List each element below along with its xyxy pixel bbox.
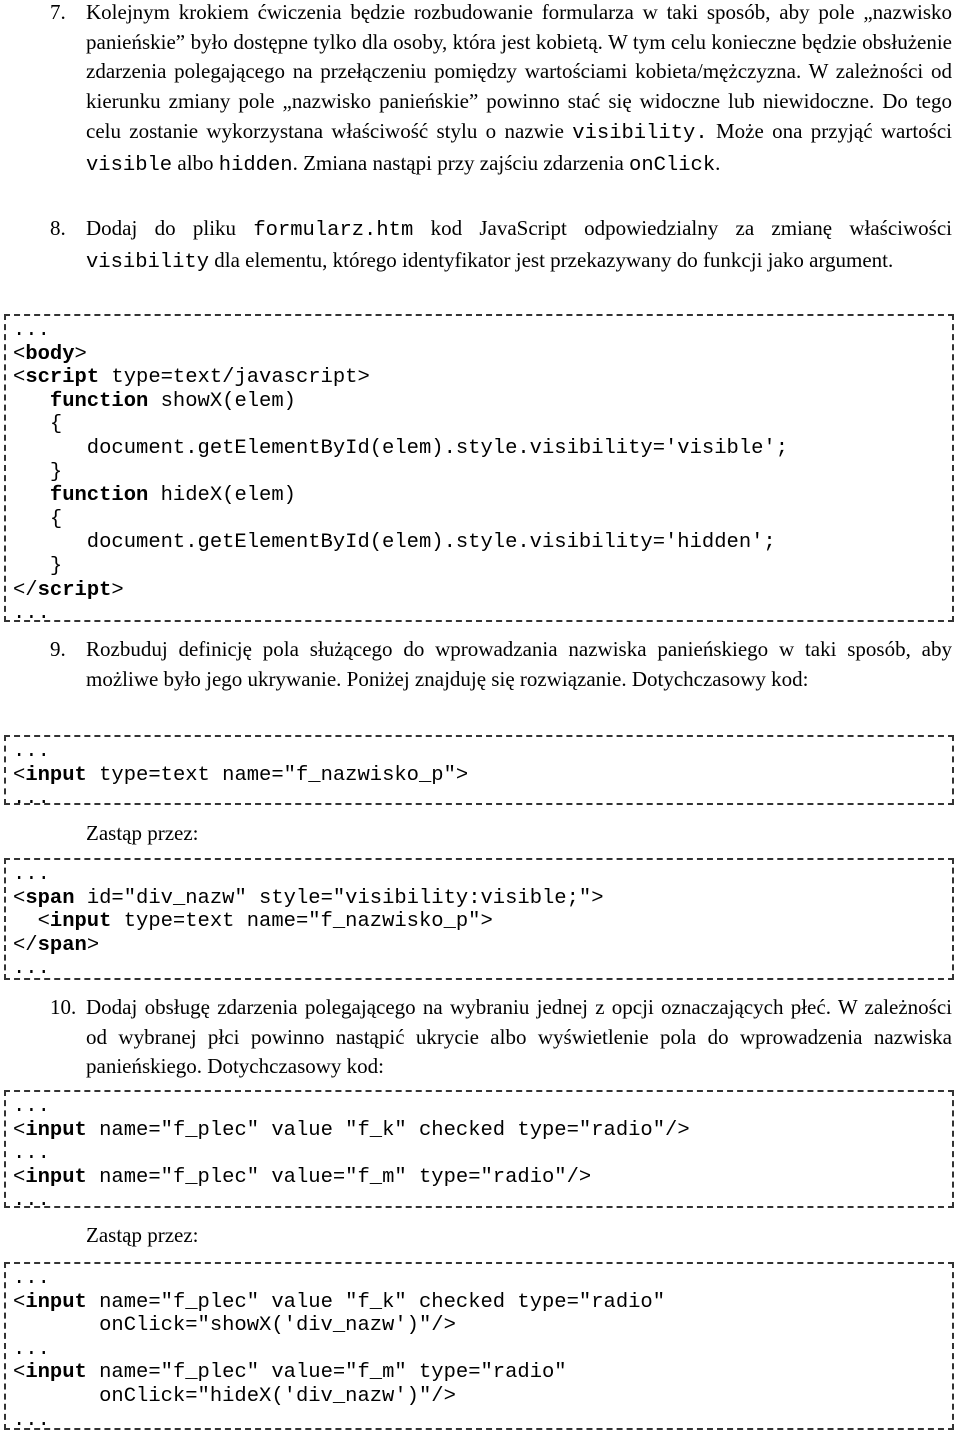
code-text: hideX(elem): [148, 484, 296, 508]
code-text: ...: [13, 1142, 50, 1166]
code-line: [13, 1314, 952, 1338]
code-line: [13, 555, 952, 579]
code-text: [13, 484, 50, 507]
text-run: Kolejnym krokiem ćwiczenia będzie rozbudowanie formularza w taki sposób, aby pole „nazwisko panieńskie” było dostępne tylko dla osoby, która jest kobietą. W tym celu konieczne będzie obsłużenie zdarzenia polegającego na przełączeniu pomiędzy wartościami kobieta/mężczyzna. W zależności od kierunku zmiany pole „nazwisko panieńskie” powinno stać się widoczne lub niewidoczne. Do tego celu zostanie wykorzystana właściwość stylu o nazwie: [86, 0, 952, 143]
code-text: <: [13, 1118, 26, 1142]
code-text: name="f_plec" value "f_k" checked type="radio": [86, 1290, 666, 1314]
code-block-old-input: [4, 735, 954, 811]
item-text-10: [86, 993, 952, 1082]
code-line: [13, 366, 952, 390]
item-text-7: [86, 0, 952, 180]
text-run: Może ona przyjąć wartości: [707, 118, 952, 143]
text-run: Dodaj obsługę zdarzenia polegającego na wybraniu jednej z opcji oznaczających płeć. W zależności od wybranej płci powinno nastąpić ukrycie albo wyświetlenie pola do wprowadzenia nazwiska panieńskiego. Dotychczasowy kod:: [86, 995, 952, 1079]
code-text: <: [13, 910, 50, 934]
code-block-new-radio: [4, 1262, 954, 1430]
code-line: [13, 1189, 952, 1213]
code-line: [13, 1291, 952, 1315]
code-text: ...: [13, 1189, 50, 1213]
code-text: showX(elem): [148, 389, 296, 413]
code-text: onClick="hideX('div_nazw')"/>: [13, 1384, 456, 1408]
code-text: ...: [13, 1095, 50, 1118]
code-text: <: [13, 366, 26, 390]
item-text-8: [86, 214, 952, 277]
code-text: <: [13, 886, 26, 910]
code-text: ...: [13, 1337, 50, 1361]
code-line: [13, 531, 952, 555]
code-text: ...: [13, 957, 50, 981]
code-text: </: [13, 933, 38, 957]
inline-code: formularz.htm: [253, 219, 414, 242]
code-keyword: function: [49, 389, 149, 413]
text-run: dla elementu, którego identyfikator jest przekazywany do funkcji jako argument.: [209, 247, 894, 272]
code-text: ...: [13, 319, 50, 342]
code-text: document.getElementById(elem).style.visibility='hidden';: [13, 531, 776, 555]
code-line: [13, 484, 952, 508]
code-keyword: body: [25, 342, 75, 366]
code-text: name="f_plec" value="f_m" type="radio": [86, 1361, 567, 1385]
code-text: ...: [13, 863, 50, 886]
code-text: }: [13, 460, 63, 484]
code-line: [13, 390, 952, 414]
code-text: ...: [13, 787, 50, 811]
code-text: id="div_nazw" style="visibility:visible;">: [74, 886, 604, 910]
code-line: [13, 1119, 952, 1143]
code-keyword: script: [37, 578, 112, 602]
code-line: [13, 1385, 952, 1409]
code-block-javascript: [4, 314, 954, 626]
code-text: [13, 390, 50, 413]
text-run: Dodaj do pliku: [86, 216, 254, 240]
code-text: type=text/javascript>: [99, 366, 370, 390]
code-text: </: [13, 578, 38, 602]
code-line: [13, 1267, 952, 1291]
code-text: type=text name="f_nazwisko_p">: [111, 910, 493, 934]
item-number-9: 9.: [50, 637, 66, 661]
text-run: Rozbuduj definicję pola służącego do wprowadzania nazwiska panieńskiego w taki sposób, aby możliwe było jego ukrywanie. Poniżej znajduję się rozwiązanie. Dotychczasowy kod:: [86, 637, 952, 691]
code-block-new-span: [4, 858, 954, 980]
code-text: name="f_plec" value "f_k" checked type="radio"/>: [86, 1118, 690, 1142]
item-number-8: 8.: [50, 216, 66, 240]
item-text-9: [86, 635, 952, 694]
code-line: [13, 1095, 952, 1119]
code-keyword: input: [25, 1165, 87, 1189]
inline-code: hidden: [218, 153, 293, 177]
code-text: >: [74, 342, 87, 366]
code-keyword: input: [25, 1290, 87, 1314]
code-text: >: [86, 933, 100, 957]
code-keyword: span: [37, 933, 87, 957]
code-text: type=text name="f_nazwisko_p">: [86, 763, 469, 787]
code-line: [13, 1166, 952, 1190]
code-text: <: [13, 1165, 26, 1189]
code-text: onClick="showX('div_nazw')"/>: [13, 1314, 456, 1338]
code-text: {: [13, 507, 63, 531]
code-keyword: input: [49, 910, 112, 934]
code-text: name="f_plec" value="f_m" type="radio"/>: [86, 1165, 592, 1189]
code-line: [13, 910, 952, 934]
code-line: [13, 1361, 952, 1385]
code-line: [13, 887, 952, 911]
code-line: [13, 787, 952, 811]
code-line: [13, 508, 952, 532]
code-text: ...: [13, 740, 50, 763]
code-text: <: [13, 763, 26, 787]
code-text: <: [13, 342, 26, 366]
code-text: ...: [13, 1267, 50, 1290]
code-line: [13, 602, 952, 626]
code-line: [13, 740, 952, 764]
code-line: [13, 579, 952, 603]
text-run: . Zmiana nastąpi przy zajściu zdarzenia: [292, 150, 630, 175]
code-keyword: span: [25, 886, 75, 910]
code-line: [13, 957, 952, 981]
code-keyword: script: [25, 366, 100, 390]
code-text: <: [13, 1361, 26, 1385]
code-line: [13, 343, 952, 367]
text-run: .: [715, 150, 721, 175]
code-line: [13, 1142, 952, 1166]
code-text: <: [13, 1290, 26, 1314]
code-line: [13, 437, 952, 461]
code-text: }: [13, 554, 63, 578]
inline-code: onClick: [629, 153, 716, 177]
text-run: albo: [172, 150, 219, 175]
code-line: [13, 319, 952, 343]
code-block-old-radio: [4, 1090, 954, 1213]
text-run: kod JavaScript odpowiedzialny za zmianę właściwości: [413, 216, 952, 240]
code-text: {: [13, 413, 63, 437]
code-line: [13, 461, 952, 485]
inline-code: visibility: [86, 250, 210, 274]
item-number-7: 7.: [50, 0, 66, 24]
code-line: [13, 863, 952, 887]
code-text: ...: [13, 1408, 50, 1432]
code-line: [13, 934, 952, 958]
code-keyword: input: [25, 1361, 87, 1385]
code-text: ...: [13, 602, 50, 626]
code-keyword: function: [49, 484, 149, 508]
code-line: [13, 764, 952, 788]
code-text: document.getElementById(elem).style.visibility='visible';: [13, 436, 789, 460]
inline-code: visible: [86, 153, 173, 177]
code-keyword: input: [25, 763, 87, 787]
code-text: >: [111, 578, 124, 602]
code-line: [13, 1338, 952, 1362]
inline-code: visibility.: [572, 121, 708, 145]
replace-label-2: Zastąp przez:: [86, 1223, 199, 1247]
replace-label-1: Zastąp przez:: [86, 821, 199, 845]
code-line: [13, 413, 952, 437]
code-line: [13, 1409, 952, 1432]
item-number-10: 10.: [50, 995, 77, 1019]
code-keyword: input: [25, 1118, 87, 1142]
